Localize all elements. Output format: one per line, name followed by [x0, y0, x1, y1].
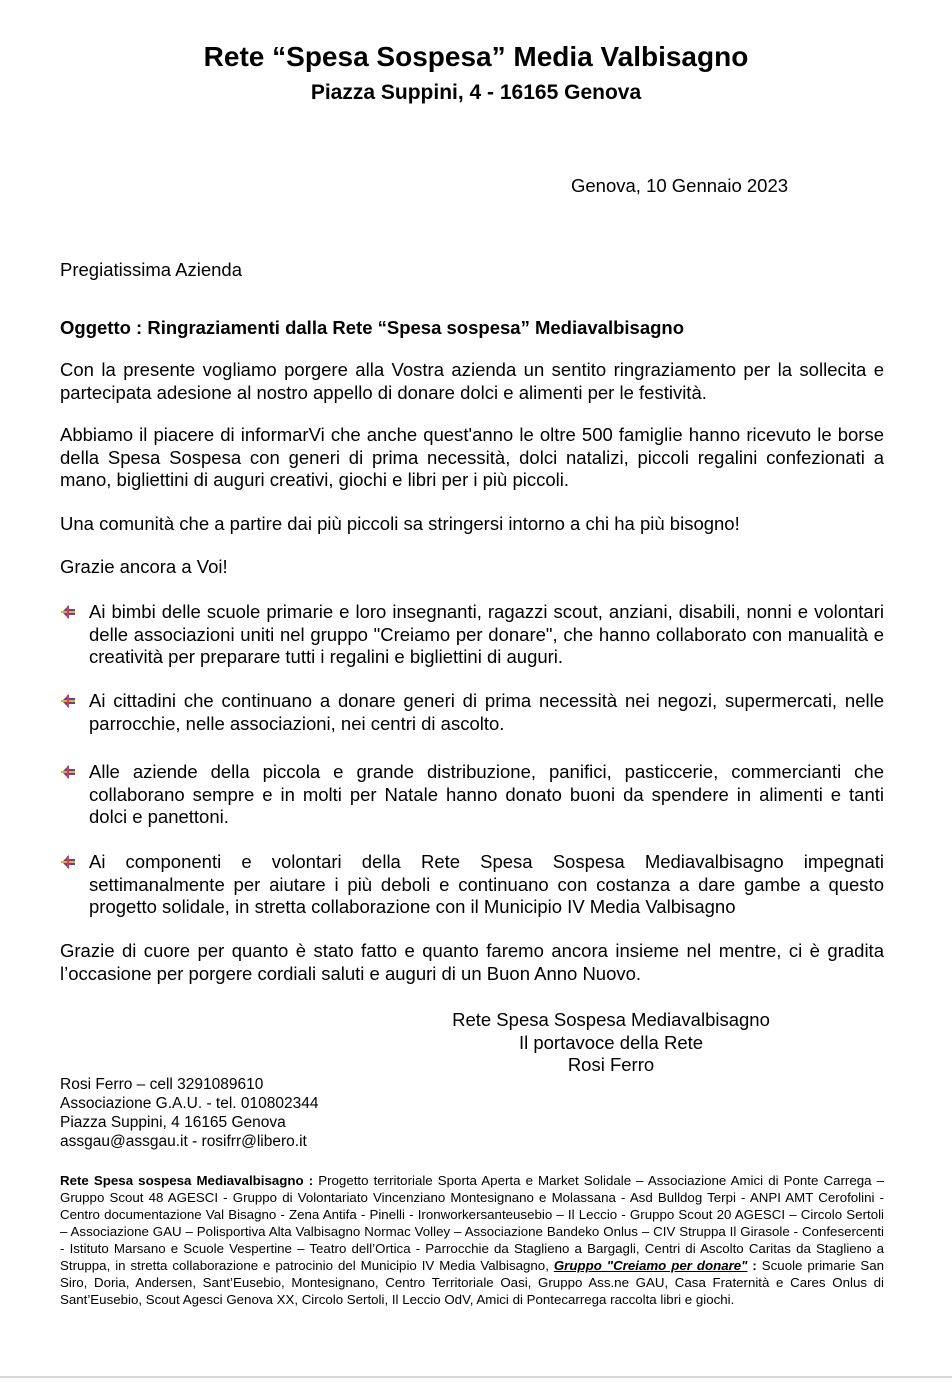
footer-network-members — [60, 1172, 884, 1308]
paragraph-grazie: Grazie ancora a Voi! — [60, 556, 228, 577]
page-edge-divider — [0, 1376, 952, 1378]
signature-org: Rete Spesa Sospesa Mediavalbisagno — [452, 1009, 770, 1030]
arrow-bullet-icon — [60, 855, 76, 869]
list-item-text: Ai componenti e volontari della Rete Spesa Sospesa Mediavalbisagno impegnati settimanalmente per aiutare i più deboli e continuano con costanza a dare gambe a questo progetto solidale, in stretta collaborazione con il Municipio IV Media Valbisagno — [89, 851, 884, 917]
list-item-text: Alle aziende della piccola e grande distribuzione, panifici, pasticcerie, commercianti che collaborano sempre e in molti per Natale hanno donato buoni da spendere in alimenti e tanti dolci e panettoni. — [89, 761, 884, 827]
footer-group-name: Gruppo "Creiamo per donare" — [553, 1258, 748, 1273]
arrow-bullet-icon — [60, 694, 76, 708]
letterhead-address: Piazza Suppini, 4 - 16165 Genova — [310, 81, 642, 104]
paragraph-thanks: Con la presente vogliamo porgere alla Vostra azienda un sentito ringraziamento per la sollecita e partecipata adesione al nostro appello di donare dolci e alimenti per le festività. — [60, 359, 884, 403]
letterhead-title: Rete “Spesa Sospesa” Media Valbisagno — [203, 41, 749, 72]
paragraph-families: Abbiamo il piacere di informarVi che anche quest'anno le oltre 500 famiglie hanno ricevuto le borse della Spesa Sospesa con generi di prima necessità, dolci natalizi, piccoli regalini confezionati a mano, bigliettini di auguri creativi, giochi e libri per i più piccoli. — [60, 424, 884, 490]
contact-emails: assgau@assgau.it - rosifrr@libero.it — [60, 1133, 307, 1150]
signature-block — [441, 1009, 781, 1077]
footer-lead: Rete Spesa sospesa Mediavalbisagno : — [60, 1173, 314, 1188]
contact-association: Associazione G.A.U. - tel. 010802344 — [60, 1095, 319, 1112]
closing-paragraph: Grazie di cuore per quanto è stato fatto e quanto faremo ancora insieme nel mentre, ci è gradita l’occasione per porgere cordiali saluti e auguri di un Buon Anno Nuovo. — [60, 940, 884, 984]
list-item-text: Ai cittadini che continuano a donare generi di prima necessità nei negozi, supermercati, nelle parrocchie, nelle associazioni, nei centri di ascolto. — [89, 690, 884, 734]
list-item-text: Ai bimbi delle scuole primarie e loro insegnanti, ragazzi scout, anziani, disabili, nonni e volontari delle associazioni uniti nel gruppo "Creiamo per donare", che hanno collaborato con manualità e creatività per preparare tutti i regalini e bigliettini di auguri. — [89, 601, 884, 667]
footer-colon: : — [747, 1258, 757, 1273]
signature-name: Rosi Ferro — [567, 1054, 655, 1075]
subject-line: Oggetto : Ringraziamenti dalla Rete “Spesa sospesa” Mediavalbisagno — [60, 317, 685, 338]
salutation: Pregiatissima Azienda — [60, 259, 243, 280]
contact-phone: Rosi Ferro – cell 3291089610 — [60, 1076, 264, 1093]
footer-text-2: Scuole primarie San Siro, Doria, Andersen, Sant’Eusebio, Montesignano, Centro Territoriale Oasi, Gruppo Ass.ne GAU, Casa Fraternità e Cares Onlus di Sant’Eusebio, Scout Agesci Genova XX, Circolo Sertoli, Il Leccio OdV, Amici di Pontecarrega raccolta libri e giochi. — [60, 1258, 885, 1307]
arrow-bullet-icon — [60, 765, 76, 779]
paragraph-community: Una comunità che a partire dai più piccoli sa stringersi intorno a chi ha più bisogno! — [60, 513, 740, 534]
contact-address: Piazza Suppini, 4 16165 Genova — [60, 1114, 286, 1131]
letter-date: Genova, 10 Gennaio 2023 — [571, 175, 789, 196]
footer-text-1: Progetto territoriale Sporta Aperta e Market Solidale – Associazione Amici di Ponte Carrega – Gruppo Scout 48 AGESCI - Gruppo di Volontariato Vincenziano Montesignano e Molassana - Asd Bulldog Terpi - ANPI AMT Cerofolini - Centro documentazione Val Bisagno - Zena Antifa - Pinelli - Ironworkersanteusebio – Il Leccio - Gruppo Scout 20 AGESCI – Circolo Sertoli – Associazione GAU – Polisportiva Alta Valbisagno Normac Volley – Associazione Bandeko Onlus – CIV Struppa Il Girasole - Confesercenti - Istituto Marsano e Scuole Vespertine – Teatro dell’Ortica - Parrocchie da Staglieno a Bargagli, Centri di Ascolto Caritas da Staglieno a Struppa, in stretta collaborazione e patrocinio del Municipio IV Media Valbisagno, — [60, 1173, 884, 1273]
arrow-bullet-icon — [60, 605, 76, 619]
contact-block — [60, 1075, 318, 1151]
signature-role: Il portavoce della Rete — [518, 1031, 704, 1053]
